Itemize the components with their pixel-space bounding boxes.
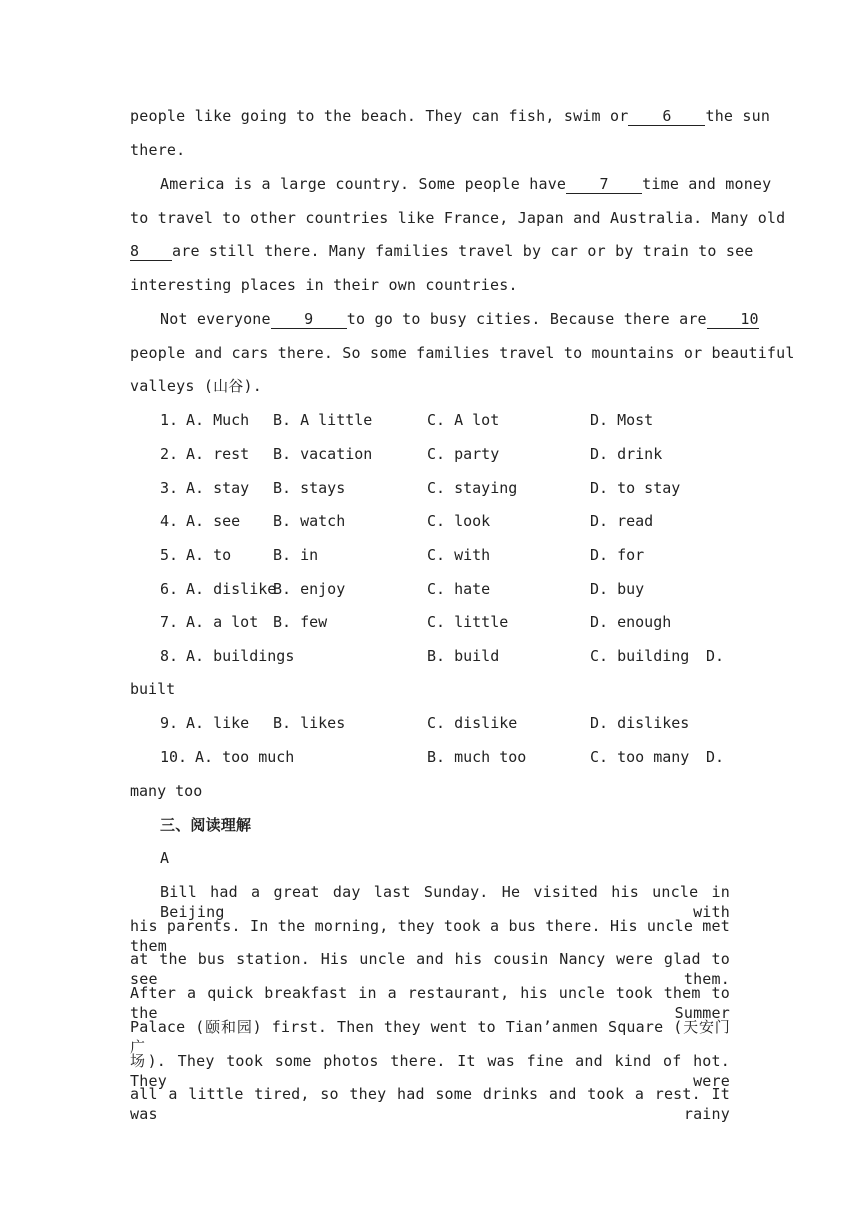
question-number: 7. <box>160 613 179 631</box>
option-d: D. enough <box>590 613 672 631</box>
question-number: 3. <box>160 479 179 497</box>
question-number: 8. <box>160 647 179 665</box>
passage-line: to travel to other countries like France, Japan and Australia. Many old <box>130 209 786 227</box>
reading-line: Palace (颐和园) first. Then they went to Tian’anmen Square (天安门广 <box>130 1018 730 1056</box>
passage-label: A <box>160 849 170 867</box>
option-a: A. buildings <box>186 647 295 665</box>
option-d-text: many too <box>130 782 203 800</box>
passage-line: valleys (山谷). <box>130 377 262 395</box>
option-b: B. much too <box>427 748 527 766</box>
option-c: C. look <box>427 512 491 530</box>
option-c: C. dislike <box>427 714 518 732</box>
option-c: C. with <box>427 546 491 564</box>
reading-line: After a quick breakfast in a restaurant, his uncle took them to the Summer <box>130 984 730 1022</box>
option-b: B. A little <box>273 411 373 429</box>
option-b: B. in <box>273 546 319 564</box>
question-number: 6. <box>160 580 179 598</box>
option-d-text: built <box>130 680 176 698</box>
option-a: A. to <box>186 546 232 564</box>
option-b: B. vacation <box>273 445 373 463</box>
option-b: B. build <box>427 647 500 665</box>
passage-line: people and cars there. So some families travel to mountains or beautiful <box>130 344 795 362</box>
answer-blank: 9 <box>271 310 347 329</box>
section-heading: 三、阅读理解 <box>160 816 252 834</box>
option-a: A. rest <box>186 445 250 463</box>
passage-line: interesting places in their own countries. <box>130 276 518 294</box>
option-a: A. see <box>186 512 241 530</box>
question-number: 9. <box>160 714 179 732</box>
option-c: C. too many <box>590 748 690 766</box>
option-c: C. A lot <box>427 411 500 429</box>
option-d: D. read <box>590 512 654 530</box>
option-d: D. Most <box>590 411 654 429</box>
reading-line: all a little tired, so they had some drinks and took a rest. It was rainy <box>130 1085 730 1123</box>
question-number: 10. <box>160 748 188 766</box>
option-b: B. enjoy <box>273 580 346 598</box>
option-c: C. little <box>427 613 509 631</box>
reading-line: Bill had a great day last Sunday. He visited his uncle in Beijing with <box>160 883 730 921</box>
option-d: D. for <box>590 546 645 564</box>
passage-line: 8 are still there. Many families travel by car or by train to see <box>130 242 754 260</box>
option-d: D. to stay <box>590 479 681 497</box>
option-d: D. dislikes <box>590 714 690 732</box>
option-d: D. drink <box>590 445 663 463</box>
passage-line: Not everyone 9 to go to busy cities. Because there are 10 <box>160 310 759 328</box>
passage-line: America is a large country. Some people have 7 time and money <box>160 175 772 193</box>
reading-line: his parents. In the morning, they took a bus there. His uncle met them <box>130 917 730 955</box>
answer-blank: 7 <box>566 175 642 194</box>
option-b: B. few <box>273 613 328 631</box>
option-a: A. like <box>186 714 250 732</box>
option-c: C. staying <box>427 479 518 497</box>
option-a: A. too much <box>195 748 295 766</box>
option-a: A. stay <box>186 479 250 497</box>
passage-line: people like going to the beach. They can fish, swim or 6 the sun <box>130 107 771 125</box>
option-c: C. party <box>427 445 500 463</box>
option-b: B. likes <box>273 714 346 732</box>
answer-blank: 10 <box>707 310 759 329</box>
reading-line: 场). They took some photos there. It was fine and kind of hot. They were <box>130 1052 730 1090</box>
option-b: B. stays <box>273 479 346 497</box>
option-b: B. watch <box>273 512 346 530</box>
answer-blank: 6 <box>628 107 705 126</box>
question-number: 1. <box>160 411 179 429</box>
question-number: 4. <box>160 512 179 530</box>
option-a: A. Much <box>186 411 250 429</box>
reading-line: at the bus station. His uncle and his cousin Nancy were glad to see them. <box>130 950 730 988</box>
question-number: 2. <box>160 445 179 463</box>
option-d-letter: D. <box>706 748 725 766</box>
answer-blank: 8 <box>130 242 172 261</box>
passage-line: there. <box>130 141 186 159</box>
option-d-letter: D. <box>706 647 725 665</box>
option-c: C. hate <box>427 580 491 598</box>
option-d: D. buy <box>590 580 645 598</box>
option-a: A. dislike <box>186 580 277 598</box>
option-c: C. building <box>590 647 690 665</box>
option-a: A. a lot <box>186 613 259 631</box>
question-number: 5. <box>160 546 179 564</box>
